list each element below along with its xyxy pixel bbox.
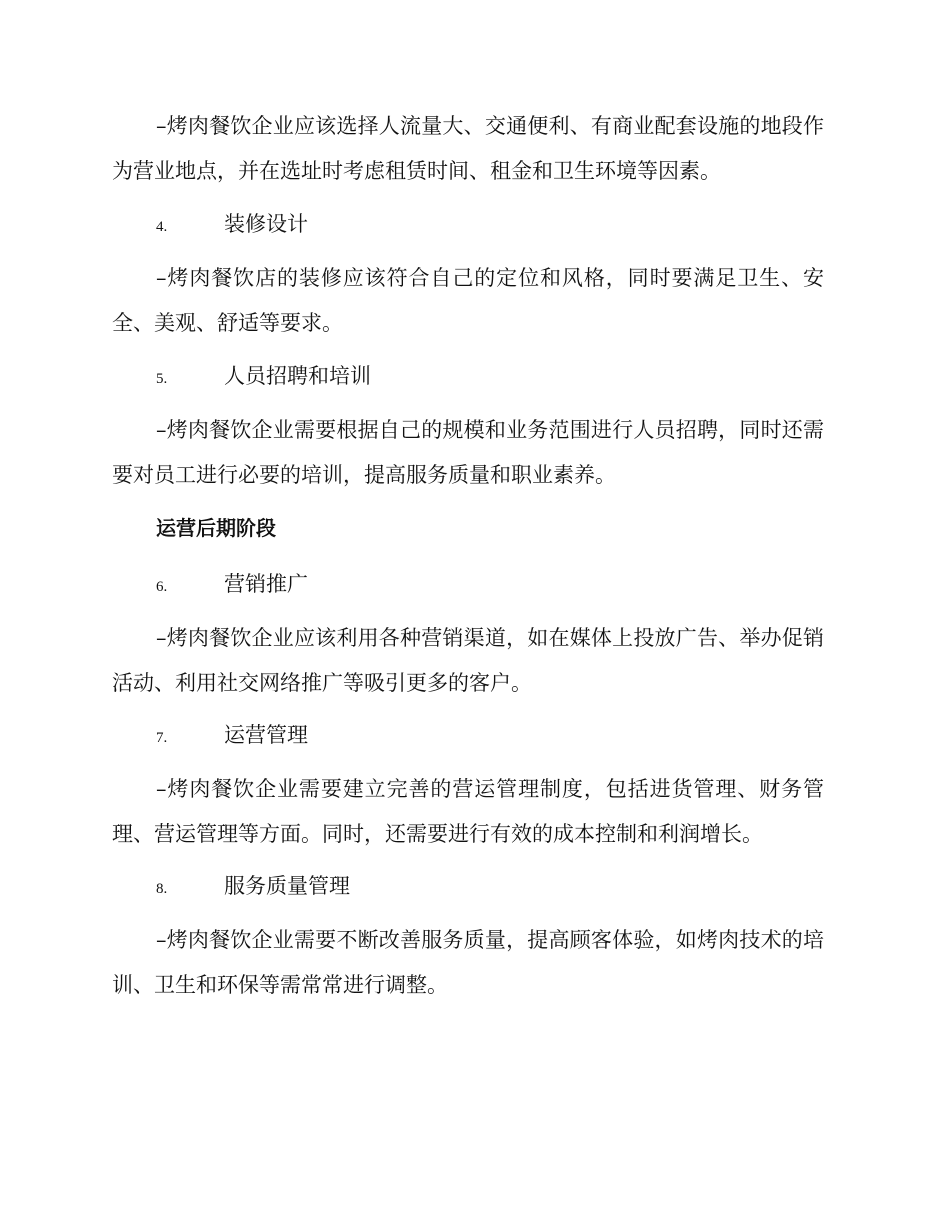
section-heading: 运营后期阶段 <box>156 516 276 540</box>
list-number: 6. <box>156 579 168 595</box>
list-label: 服务质量管理 <box>224 874 350 898</box>
list-item-marketing <box>156 569 308 599</box>
paragraph-marketing: –烤肉餐饮企业应该利用各种营销渠道，如在媒体上投放广告、举办促销活动、利用社交网络推广等吸引更多的客户。 <box>112 626 824 695</box>
list-label: 运营管理 <box>224 723 308 747</box>
paragraph-decoration: –烤肉餐饮店的装修应该符合自己的定位和风格，同时要满足卫生、安全、美观、舒适等要求。 <box>112 266 824 335</box>
list-item-recruitment-training <box>156 361 371 391</box>
paragraph-site-selection: –烤肉餐饮企业应该选择人流量大、交通便利、有商业配套设施的地段作为营业地点，并在选址时考虑租赁时间、租金和卫生环境等因素。 <box>112 114 824 183</box>
list-label: 营销推广 <box>224 572 308 596</box>
paragraph-service-quality: –烤肉餐饮企业需要不断改善服务质量，提高顾客体验，如烤肉技术的培训、卫生和环保等需常常进行调整。 <box>112 928 824 997</box>
list-number: 7. <box>156 730 168 746</box>
list-item-decoration-design <box>156 209 308 239</box>
list-item-service-quality <box>156 871 350 901</box>
list-number: 5. <box>156 371 168 387</box>
paragraph-operations: –烤肉餐饮企业需要建立完善的营运管理制度，包括进货管理、财务管理、营运管理等方面。同时，还需要进行有效的成本控制和利润增长。 <box>112 777 824 846</box>
list-label: 装修设计 <box>224 212 308 236</box>
list-number: 4. <box>156 219 168 235</box>
list-item-operations-management <box>156 720 308 750</box>
paragraph-recruitment: –烤肉餐饮企业需要根据自己的规模和业务范围进行人员招聘，同时还需要对员工进行必要的培训，提高服务质量和职业素养。 <box>112 418 824 487</box>
list-label: 人员招聘和培训 <box>224 364 371 388</box>
list-number: 8. <box>156 881 168 897</box>
